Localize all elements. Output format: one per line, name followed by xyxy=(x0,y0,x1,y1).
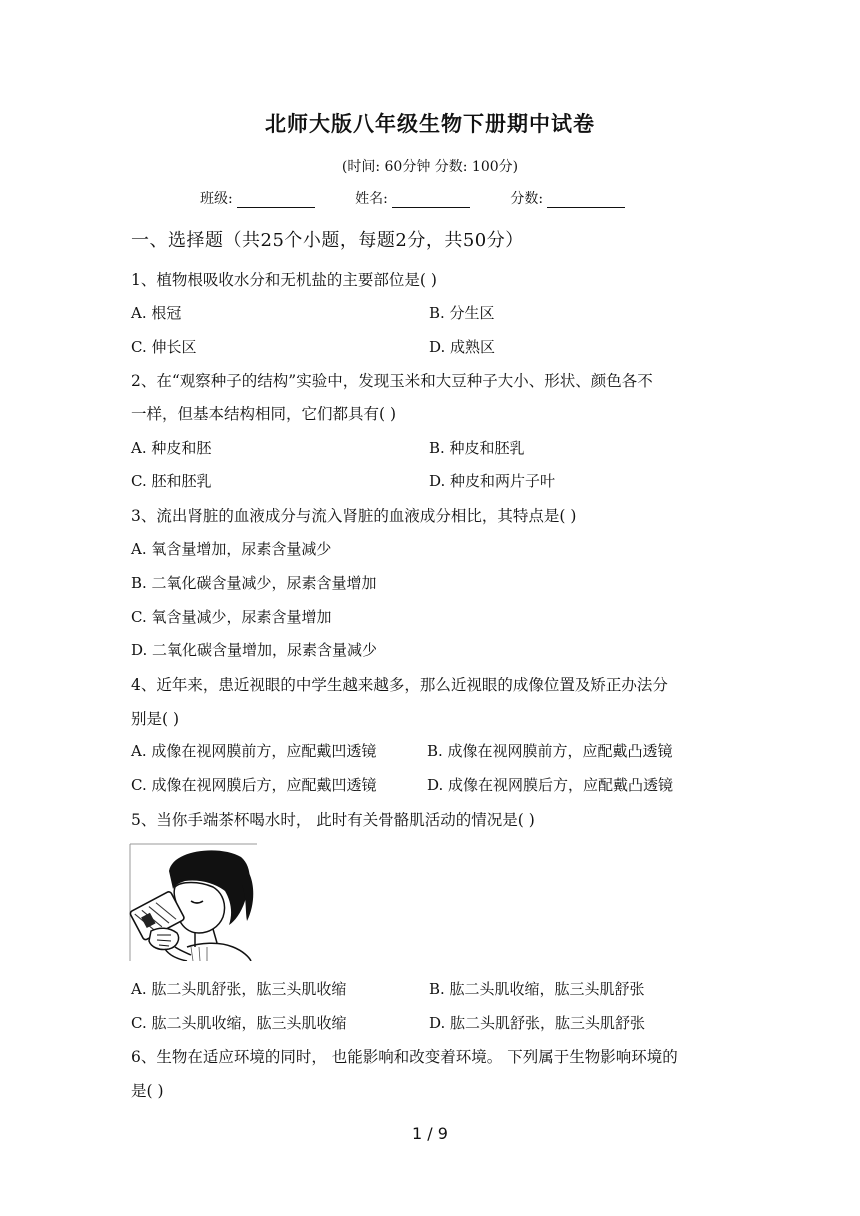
student-fields xyxy=(200,188,655,208)
score-field xyxy=(510,188,625,208)
option-c: C. 成像在视网膜后方，应配戴凹透镜 xyxy=(131,776,377,794)
question-stem: 1、植物根吸收水分和无机盐的主要部位是( ) xyxy=(131,271,437,289)
page-number: 1 / 9 xyxy=(412,1124,448,1143)
name-field xyxy=(355,188,470,208)
question-stem: 3、流出肾脏的血液成分与流入肾脏的血液成分相比，其特点是( ) xyxy=(131,507,577,525)
option-b: B. 种皮和胚乳 xyxy=(429,439,525,457)
class-blank xyxy=(237,193,315,208)
option-c: C. 氧含量减少，尿素含量增加 xyxy=(131,608,332,626)
option-a: A. 种皮和胚 xyxy=(131,439,212,457)
name-blank xyxy=(392,193,470,208)
question-stem-cont: 别是( ) xyxy=(131,710,180,728)
option-a: A. 成像在视网膜前方，应配戴凹透镜 xyxy=(131,742,377,760)
class-field xyxy=(200,188,315,208)
question-stem: 4、近年来，患近视眼的中学生越来越多，那么近视眼的成像位置及矫正办法分 xyxy=(131,676,668,694)
class-label: 班级: xyxy=(200,191,233,207)
option-d: D. 种皮和两片子叶 xyxy=(429,472,556,490)
option-b: B. 肱二头肌收缩，肱三头肌舒张 xyxy=(429,980,645,998)
exam-meta: (时间: 60分钟 分数: 100分) xyxy=(341,159,519,175)
option-a: A. 氧含量增加，尿素含量减少 xyxy=(131,540,332,558)
question-stem-cont: 一样，但基本结构相同，它们都具有( ) xyxy=(131,405,397,423)
option-b: B. 成像在视网膜前方，应配戴凸透镜 xyxy=(427,742,673,760)
option-c: C. 伸长区 xyxy=(131,338,197,356)
drinking-person-illustration xyxy=(129,843,257,961)
option-d: D. 二氧化碳含量增加，尿素含量减少 xyxy=(131,641,378,659)
page-title: 北师大版八年级生物下册期中试卷 xyxy=(265,111,595,136)
option-b: B. 分生区 xyxy=(429,304,495,322)
option-b: B. 二氧化碳含量减少，尿素含量增加 xyxy=(131,574,377,592)
section-heading: 一、选择题（共25个小题，每题2分，共50分） xyxy=(131,230,524,251)
option-c: C. 胚和胚乳 xyxy=(131,472,212,490)
score-label: 分数: xyxy=(510,191,544,207)
option-d: D. 成熟区 xyxy=(429,338,496,356)
option-a: A. 根冠 xyxy=(131,304,182,322)
question-stem-cont: 是( ) xyxy=(131,1082,164,1100)
option-a: A. 肱二头肌舒张，肱三头肌收缩 xyxy=(131,980,347,998)
question-stem: 2、在“观察种子的结构”实验中，发现玉米和大豆种子大小、形状、颜色各不 xyxy=(131,372,653,390)
question-stem: 6、生物在适应环境的同时， 也能影响和改变着环境。 下列属于生物影响环境的 xyxy=(131,1048,678,1066)
score-blank xyxy=(547,193,625,208)
name-label: 姓名: xyxy=(355,191,388,207)
question-stem: 5、当你手端茶杯喝水时， 此时有关骨骼肌活动的情况是( ) xyxy=(131,811,535,829)
option-c: C. 肱二头肌收缩，肱三头肌收缩 xyxy=(131,1014,347,1032)
option-d: D. 成像在视网膜后方，应配戴凸透镜 xyxy=(427,776,674,794)
option-d: D. 肱二头肌舒张，肱三头肌舒张 xyxy=(429,1014,646,1032)
